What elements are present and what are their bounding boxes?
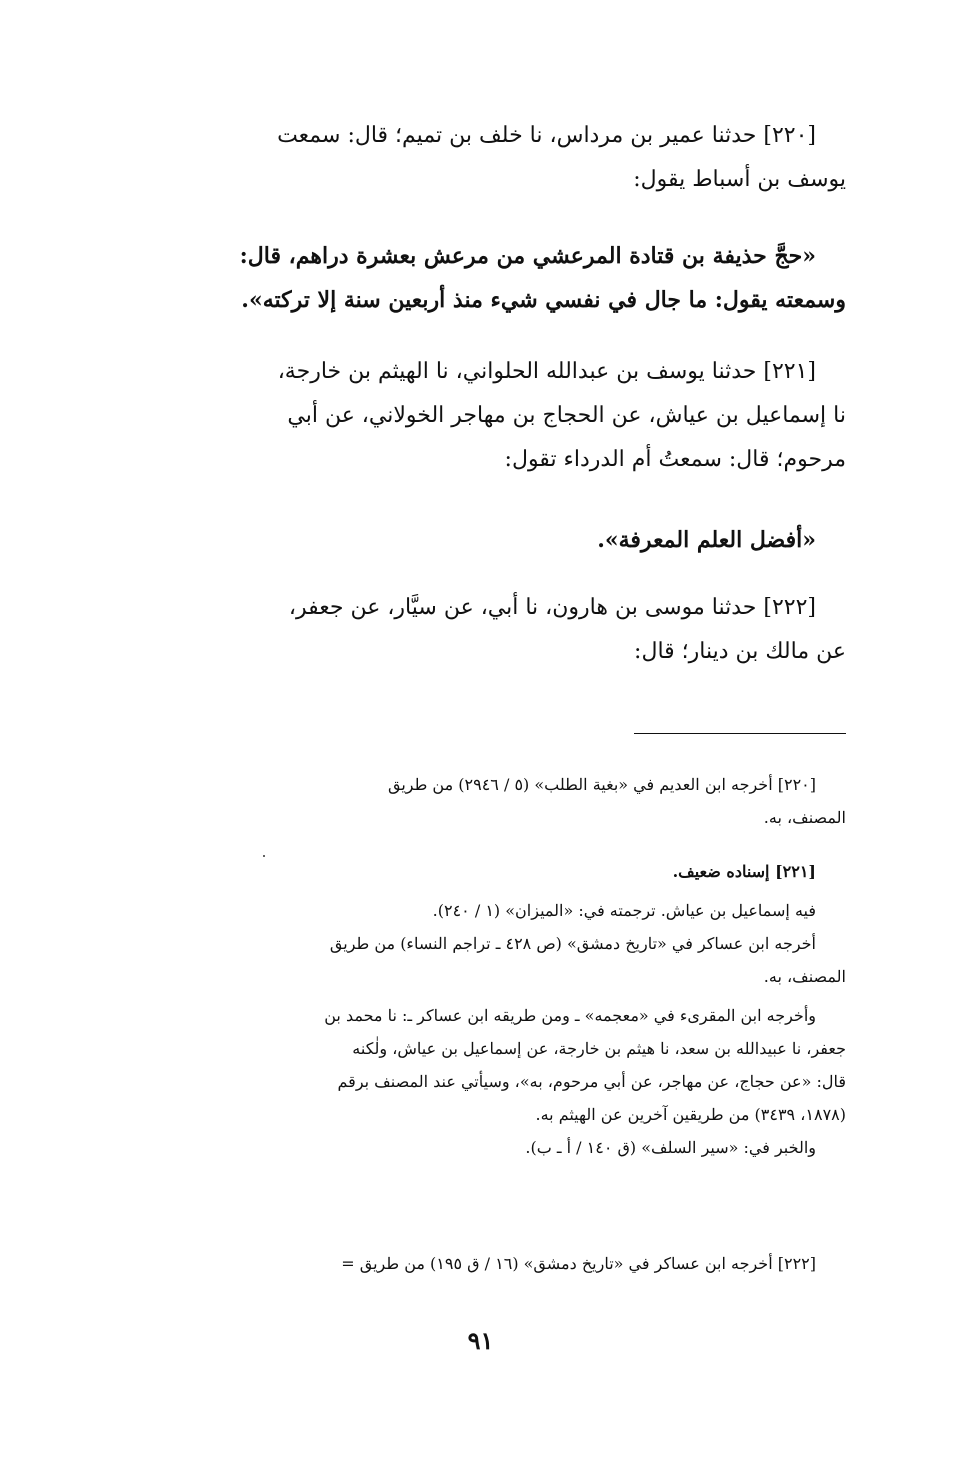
footnote-221-narrator: فيه إسماعيل بن عياش. ترجمته في: «الميزان» (١ / ٢٤٠). bbox=[432, 901, 816, 920]
footnote-221-ibn-muqri-line-4: (١٨٧٨، ٣٤٣٩) من طريقين آخرين عن الهيثم به. bbox=[535, 1105, 846, 1124]
quote-220 bbox=[134, 234, 846, 322]
footnote-221 bbox=[134, 855, 846, 1164]
paragraph-222-line-2: عن مالك بن دينار؛ قال: bbox=[634, 639, 846, 664]
footnote-222-line-1: [٢٢٢] أخرجه ابن عساكر في «تاريخ دمشق» (١٦ / ق ١٩٥) من طريق = bbox=[341, 1254, 816, 1273]
paragraph-222-line-1: [٢٢٢] حدثنا موسى بن هارون، نا أبي، عن سيَّار، عن جعفر، bbox=[288, 595, 816, 620]
quote-221-line: «أفضل العلم المعرفة». bbox=[597, 527, 816, 553]
paragraph-220-line-1: [٢٢٠] حدثنا عمير بن مرداس، نا خلف بن تميم؛ قال: سمعت bbox=[277, 123, 816, 148]
page-number: ٩١ bbox=[467, 1326, 494, 1355]
footnote-220-line-2: المصنف، به. bbox=[763, 808, 846, 827]
paragraph-221-line-2: نا إسماعيل بن عياش، عن الحجاج بن مهاجر الخولاني، عن أبي bbox=[287, 403, 846, 428]
paragraph-221-line-3: مرحوم؛ قال: سمعتُ أم الدرداء تقول: bbox=[504, 447, 846, 472]
footnote-221-ibn-muqri-line-3: قال: «عن حجاج، عن مهاجر، عن أبي مرحوم، به»، وسيأتي عند المصنف برقم bbox=[337, 1072, 846, 1091]
quote-220-line-2: وسمعته يقول: ما جال في نفسي شيء منذ أربعين سنة إلا تركته». bbox=[241, 287, 846, 313]
footnote-221-ibn-asakir-line-2: المصنف، به. bbox=[763, 967, 846, 986]
paragraph-221-line-1: [٢٢١] حدثنا يوسف بن عبدالله الحلواني، نا الهيثم بن خارجة، bbox=[277, 359, 816, 384]
paragraph-221 bbox=[134, 350, 846, 482]
paragraph-222 bbox=[134, 586, 846, 674]
footnote-221-ibn-muqri-line-2: جعفر، نا عبيدالله بن سعد، نا هيثم بن خارجة، عن إسماعيل بن عياش، ولٰكنه bbox=[352, 1039, 846, 1058]
footnote-221-ibn-asakir-line-1: أخرجه ابن عساكر في «تاريخ دمشق» (ص ٤٢٨ ـ تراجم النساء) من طريق bbox=[329, 934, 816, 953]
footnote-221-siyar: والخبر في: «سير السلف» (ق ١٤٠ / أ ـ ب). bbox=[525, 1138, 816, 1157]
quote-221 bbox=[134, 518, 846, 562]
quote-220-line-1: «حجَّ حذيفة بن قتادة المرعشي من مرعش بعشرة دراهم، قال: bbox=[239, 243, 816, 269]
footnote-divider bbox=[634, 733, 846, 734]
footnote-221-ibn-muqri-line-1: وأخرجه ابن المقرىء في «معجمه» ـ ومن طريقه ابن عساكر ـ: نا محمد بن bbox=[324, 1006, 816, 1025]
footnote-220-line-1: [٢٢٠] أخرجه ابن العديم في «بغية الطلب» (٥ / ٢٩٤٦) من طريق bbox=[387, 775, 816, 794]
footnote-221-heading: [٢٢١] إسناده ضعيف. bbox=[672, 862, 816, 881]
main-text bbox=[134, 114, 846, 202]
paragraph-220-line-2: يوسف بن أسباط يقول: bbox=[633, 167, 846, 192]
footnote-222 bbox=[134, 1247, 846, 1280]
footnote-220 bbox=[134, 768, 846, 834]
